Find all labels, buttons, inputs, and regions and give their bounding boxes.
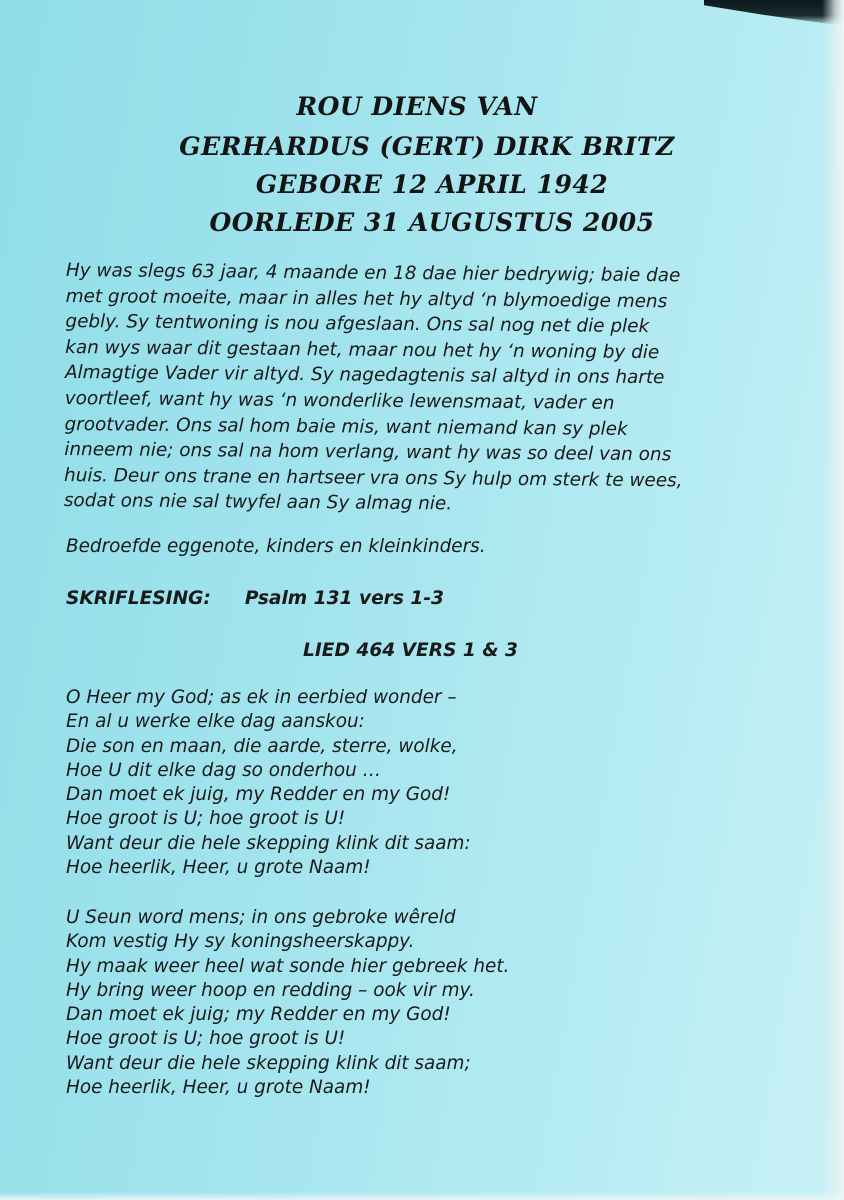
hymn-line: U Seun word mens; in ons gebroke wêreld [66, 907, 456, 928]
scripture-reference: Psalm 131 vers 1-3 [244, 588, 444, 609]
hymn-line: Hoe groot is U; hoe groot is U! [66, 1028, 346, 1050]
tribute-line: voortleef, want hy was ‘n wonderlike lewensmaat, vader en [64, 387, 615, 414]
service-title: ROU DIENS VAN [296, 92, 538, 121]
hymn-title: LIED 464 VERS 1 & 3 [303, 640, 518, 661]
death-date: OORLEDE 31 AUGUSTUS 2005 [209, 208, 655, 237]
hymn-line: Hoe heerlik, Heer, u grote Naam! [66, 857, 371, 879]
hymn-line: Dan moet ek juig, my Redder en my God! [66, 784, 451, 806]
hymn-line: Hoe groot is U; hoe groot is U! [66, 808, 346, 830]
hymn-line: Kom vestig Hy sy koningsheerskappy. [66, 931, 415, 953]
page-bottom-edge [0, 1192, 844, 1200]
tribute-line: grootvader. Ons sal hom baie mis, want niemand kan sy plek [64, 413, 628, 440]
hymn-stanza-1 [66, 686, 766, 880]
deceased-name: GERHARDUS (GERT) DIRK BRITZ [179, 132, 675, 161]
scripture-label: SKRIFLESING: [66, 588, 211, 609]
hymn-line: O Heer my God; as ek in eerbied wonder – [66, 687, 457, 708]
family-signoff: Bedroefde eggenote, kinders en kleinkinders. [66, 536, 486, 557]
tribute-line: Hy was slegs 63 jaar, 4 maande en 18 dae hier bedrywig; baie dae [65, 259, 681, 287]
birth-date: GEBORE 12 APRIL 1942 [255, 170, 609, 199]
hymn-line: Want deur die hele skepping klink dit saam: [66, 832, 471, 854]
tribute-line: Almagtige Vader vir altyd. Sy nagedagtenis sal altyd in ons harte [64, 362, 665, 389]
hymn-stanza-2 [66, 906, 766, 1100]
tribute-line: gebly. Sy tentwoning is nou afgeslaan. Ons sal nog net die plek [65, 311, 650, 338]
tribute-line: met groot moeite, maar in alles het hy altyd ‘n blymoedige mens [65, 285, 668, 312]
hymn-line: Dan moet ek juig; my Redder en my God! [66, 1004, 451, 1026]
tribute-line: kan wys waar dit gestaan het, maar nou het hy ‘n woning by die [65, 336, 660, 363]
tribute-line: huis. Deur ons trane en hartseer vra ons Sy hulp om sterk te wees, [64, 464, 683, 492]
hymn-line: Hoe heerlik, Heer, u grote Naam! [66, 1077, 371, 1099]
tribute-line: sodat ons nie sal twyfel aan Sy almag nie. [63, 490, 453, 515]
tribute-paragraph [64, 258, 806, 520]
hymn-line: En al u werke elke dag aanskou: [66, 711, 365, 733]
scripture-reading [66, 588, 444, 609]
hymn-line: Want deur die hele skepping klink dit saam; [66, 1052, 471, 1074]
hymn-line: Hy bring weer hoop en redding – ook vir my. [66, 979, 475, 1001]
hymn-line: Hoe U dit elke dag so onderhou … [66, 759, 382, 781]
hymn-line: Die son en maan, die aarde, sterre, wolke, [66, 735, 458, 757]
tribute-line: inneem nie; ons sal na hom verlang, want hy was so deel van ons [64, 439, 672, 466]
hymn-line: Hy maak weer heel wat sonde hier gebreek het. [66, 955, 510, 977]
